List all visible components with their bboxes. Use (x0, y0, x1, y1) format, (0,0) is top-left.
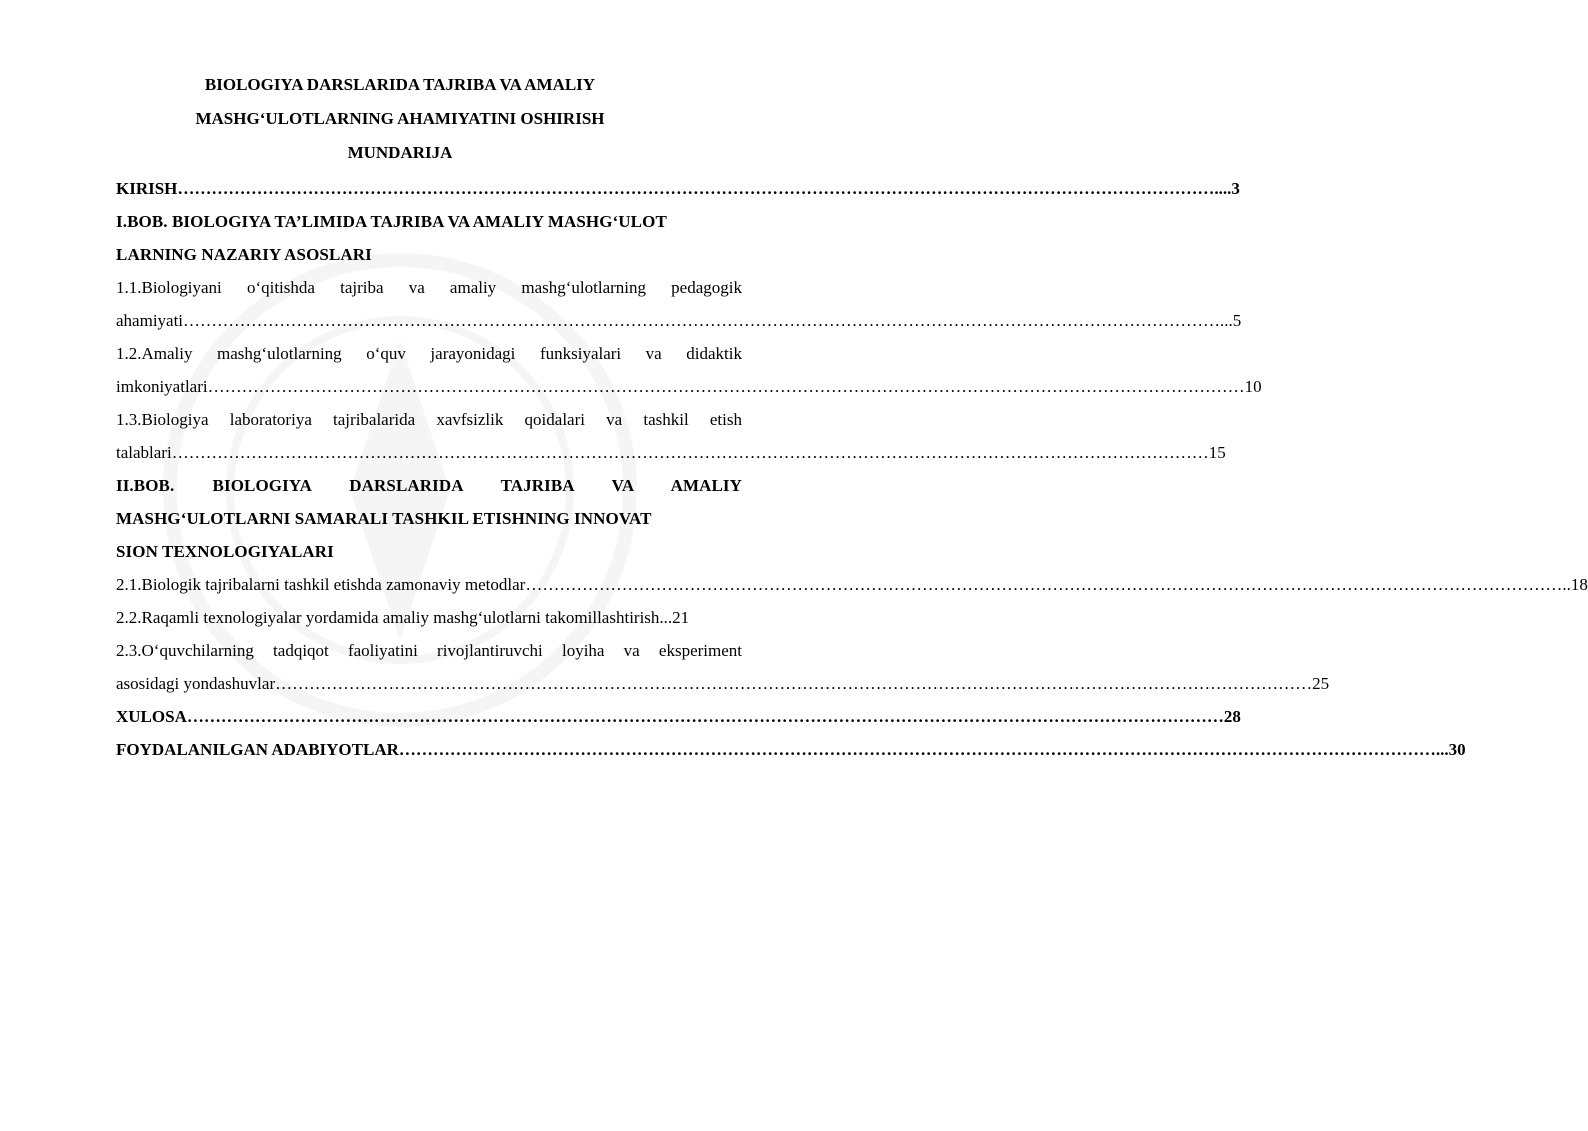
toc-section-1-3-line2[interactable] (116, 436, 1226, 469)
toc-section-1-1-line2[interactable] (116, 304, 1242, 337)
toc-leader-dots: ………………………………………………………………………………………………………………………………………………………………… (207, 377, 1245, 396)
toc-section-1-1-line1[interactable]: 1.1.Biologiyani o‘qitishda tajriba va amaliy mashg‘ulotlarning pedagogik (116, 278, 742, 297)
toc-leader-dots: ………………………………………………………………………………………………………………………………………………………………… (183, 311, 1221, 330)
toc-leader-dots: ………………………………………………………………………………………………………………………………………………………………… (171, 443, 1209, 462)
toc-section-1-3-line1[interactable]: 1.3.Biologiya laboratoriya tajribalarida xavfsizlik qoidalari va tashkil etish (116, 410, 742, 429)
toc-entry-label: FOYDALANILGAN ADABIYOTLAR (116, 740, 399, 759)
toc-section-2-2[interactable]: 2.2.Raqamli texnologiyalar yordamida amaliy mashg‘ulotlarni takomillashtirish...21 (116, 608, 690, 627)
toc-entry-label: talablari (116, 443, 172, 462)
toc-page-number: ..18 (1562, 575, 1588, 594)
toc-section-1-2-line1[interactable]: 1.2.Amaliy mashg‘ulotlarning o‘quv jarayonidagi funksiyalari va didaktik (116, 344, 742, 363)
toc-leader-dots: ………………………………………………………………………………………………………………………………………………………………… (275, 674, 1313, 693)
toc-page-number: 28 (1223, 707, 1241, 726)
toc-leader-dots: ………………………………………………………………………………………………………………………………………………………………… (177, 179, 1215, 198)
toc-chapter-2-line1[interactable]: II.BOB. BIOLOGIYA DARSLARIDA TAJRIBA VA AMALIY (116, 476, 742, 495)
toc-page-number: ....3 (1214, 179, 1240, 198)
toc-page-number: ...5 (1220, 311, 1242, 330)
toc-leader-dots: ………………………………………………………………………………………………………………………………………………………………… (398, 740, 1436, 759)
toc-page-number: 15 (1208, 443, 1226, 462)
document-title-line1: BIOLOGIYA DARSLARIDA TAJRIBA VA AMALIY (204, 75, 596, 94)
toc-section-2-3-line1[interactable]: 2.3.O‘quvchilarning tadqiqot faoliyatini rivojlantiruvchi loyiha va eksperiment (116, 641, 742, 660)
toc-entry-label: asosidagi yondashuvlar (116, 674, 276, 693)
toc-page-number: ...30 (1435, 740, 1466, 759)
document-title-line2: MASHG‘ULOTLARNING AHAMIYATINI OSHIRISH (195, 109, 605, 128)
toc-entry-references[interactable] (116, 733, 1466, 766)
toc-leader-dots: ………………………………………………………………………………………………………………………………………………………………… (525, 575, 1563, 594)
toc-section-1-2-line2[interactable] (116, 370, 1262, 403)
toc-entry-label: imkoniyatlari (116, 377, 208, 396)
toc-leader-dots: ………………………………………………………………………………………………………………………………………………………………… (186, 707, 1224, 726)
toc-entry-kirish[interactable] (116, 172, 1240, 205)
toc-page-number: 25 (1312, 674, 1330, 693)
table-of-contents (116, 172, 1588, 766)
toc-chapter-1-line2[interactable]: LARNING NAZARIY ASOSLARI (116, 245, 372, 264)
toc-page-number: 10 (1244, 377, 1262, 396)
toc-section-2-1[interactable] (116, 568, 1588, 601)
toc-entry-label: KIRISH (116, 179, 178, 198)
toc-entry-xulosa[interactable] (116, 700, 1241, 733)
contents-heading: MUNDARIJA (347, 143, 453, 162)
toc-entry-label: 2.1.Biologik tajribalarni tashkil etishda zamonaviy metodlar (116, 575, 526, 594)
toc-entry-label: ahamiyati (116, 311, 184, 330)
toc-chapter-2-line2[interactable]: MASHG‘ULOTLARNI SAMARALI TASHKIL ETISHNING INNOVAT (116, 509, 652, 528)
toc-section-2-3-line2[interactable] (116, 667, 1330, 700)
toc-chapter-1-line1[interactable]: I.BOB. BIOLOGIYA TA’LIMIDA TAJRIBA VA AMALIY MASHG‘ULOT (116, 212, 667, 231)
toc-chapter-2-line3[interactable]: SION TEXNOLOGIYALARI (116, 542, 334, 561)
toc-entry-label: XULOSA (116, 707, 187, 726)
